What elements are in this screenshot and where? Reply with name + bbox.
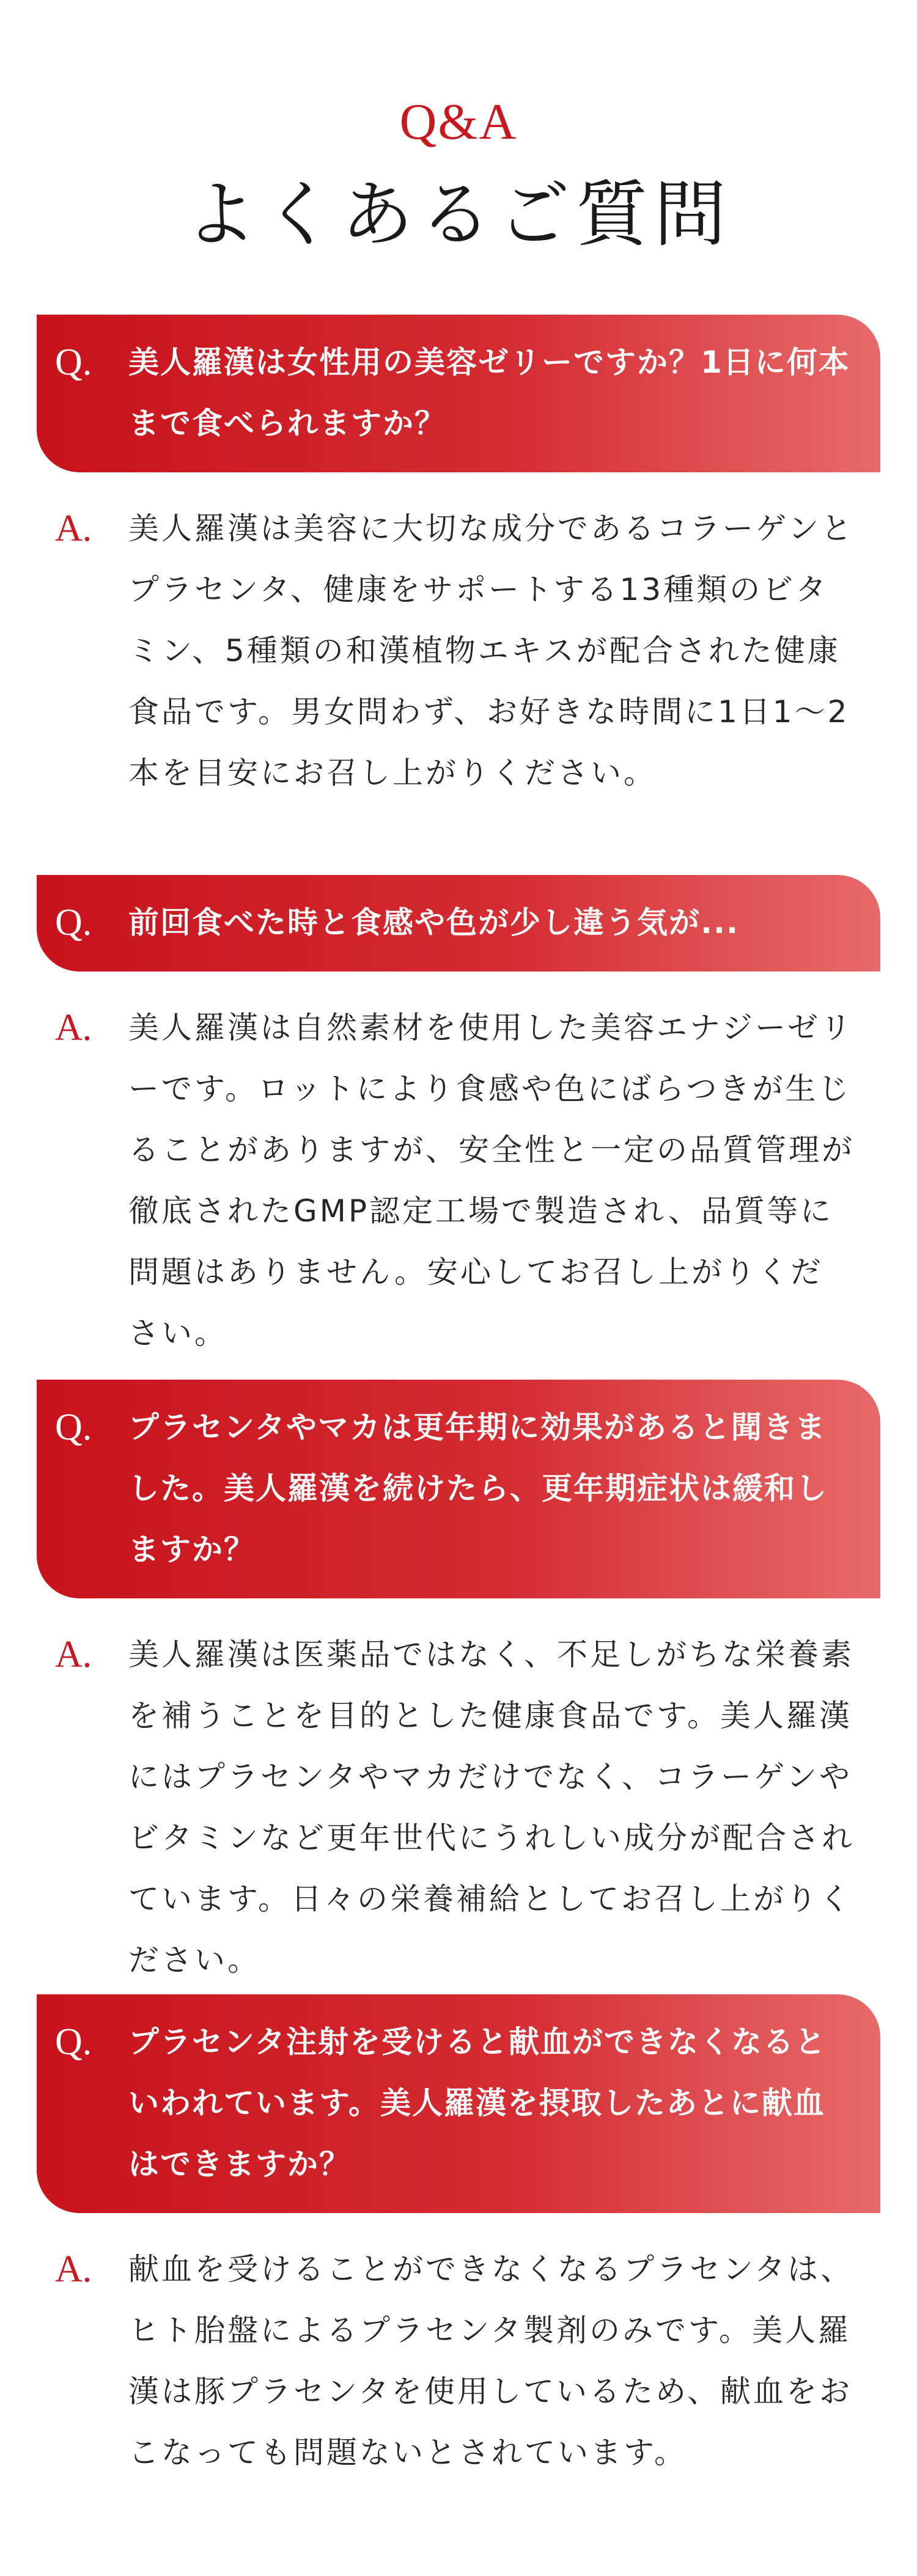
faq-item-4 <box>37 1994 880 2483</box>
question-mark-label: Q. <box>55 902 92 943</box>
answer-mark-label: A. <box>55 1007 92 1048</box>
answer-mark-label: A. <box>55 508 92 549</box>
faq-answer-1 <box>37 472 880 803</box>
question-text: 美人羅漢は女性用の美容ゼリーですか？1日に何本まで食べられますか？ <box>128 345 850 441</box>
answer-mark-label: A. <box>55 1634 92 1675</box>
faq-item-1 <box>37 315 880 803</box>
question-mark-label: Q. <box>55 342 92 383</box>
answer-mark-label: A. <box>55 2249 92 2290</box>
answer-text: 献血を受けることができなくなるプラセンタは、ヒト胎盤によるプラセンタ製剤のみです。美人羅漢は豚プラセンタを使用しているため、献血をおこなっても問題ないとされています。 <box>128 2252 853 2470</box>
faq-answer-3 <box>37 1598 880 1991</box>
answer-text: 美人羅漢は医薬品ではなく、不足しがちな栄養素を補うことを目的とした健康食品です。美人羅漢にはプラセンタやマカだけでなく、コラーゲンやビタミンなど更年世代にうれしい成分が配合されています。日々の栄養補給としてお召し上がりください。 <box>128 1637 855 1978</box>
faq-answer-2 <box>37 971 880 1364</box>
faq-question-3[interactable] <box>37 1380 880 1598</box>
question-mark-label: Q. <box>55 1407 92 1448</box>
faq-item-2 <box>37 875 880 1364</box>
answer-text: 美人羅漢は自然素材を使用した美容エナジーゼリーです。ロットにより食感や色にばらつきが生じることがありますが、安全性と一定の品質管理が徹底されたGMP認定工場で製造され、品質等に問題はありません。安心してお召し上がりください。 <box>128 1010 855 1351</box>
question-text: プラセンタやマカは更年期に効果があると聞きました。美人羅漢を続けたら、更年期症状は緩和しますか？ <box>128 1410 828 1567</box>
faq-answer-4 <box>37 2213 880 2483</box>
faq-item-3 <box>37 1380 880 1991</box>
question-mark-label: Q. <box>55 2021 92 2063</box>
qa-eyebrow: Q&A <box>399 93 518 150</box>
answer-text: 美人羅漢は美容に大切な成分であるコラーゲンとプラセンタ、健康をサポートする13種類のビタミン、5種類の和漢植物エキスが配合された健康食品です。男女問わず、お好きな時間に1日1～2本を目安にお召し上がりください。 <box>128 511 854 791</box>
question-text: プラセンタ注射を受けると献血ができなくなるといわれています。美人羅漢を摂取したあとに献血はできますか？ <box>128 2024 827 2182</box>
faq-question-1[interactable] <box>37 315 880 472</box>
faq-question-2[interactable] <box>37 875 880 971</box>
question-text: 前回食べた時と食感や色が少し違う気が... <box>128 905 739 940</box>
page-title: よくあるご質問 <box>184 172 732 257</box>
faq-question-4[interactable] <box>37 1994 880 2213</box>
